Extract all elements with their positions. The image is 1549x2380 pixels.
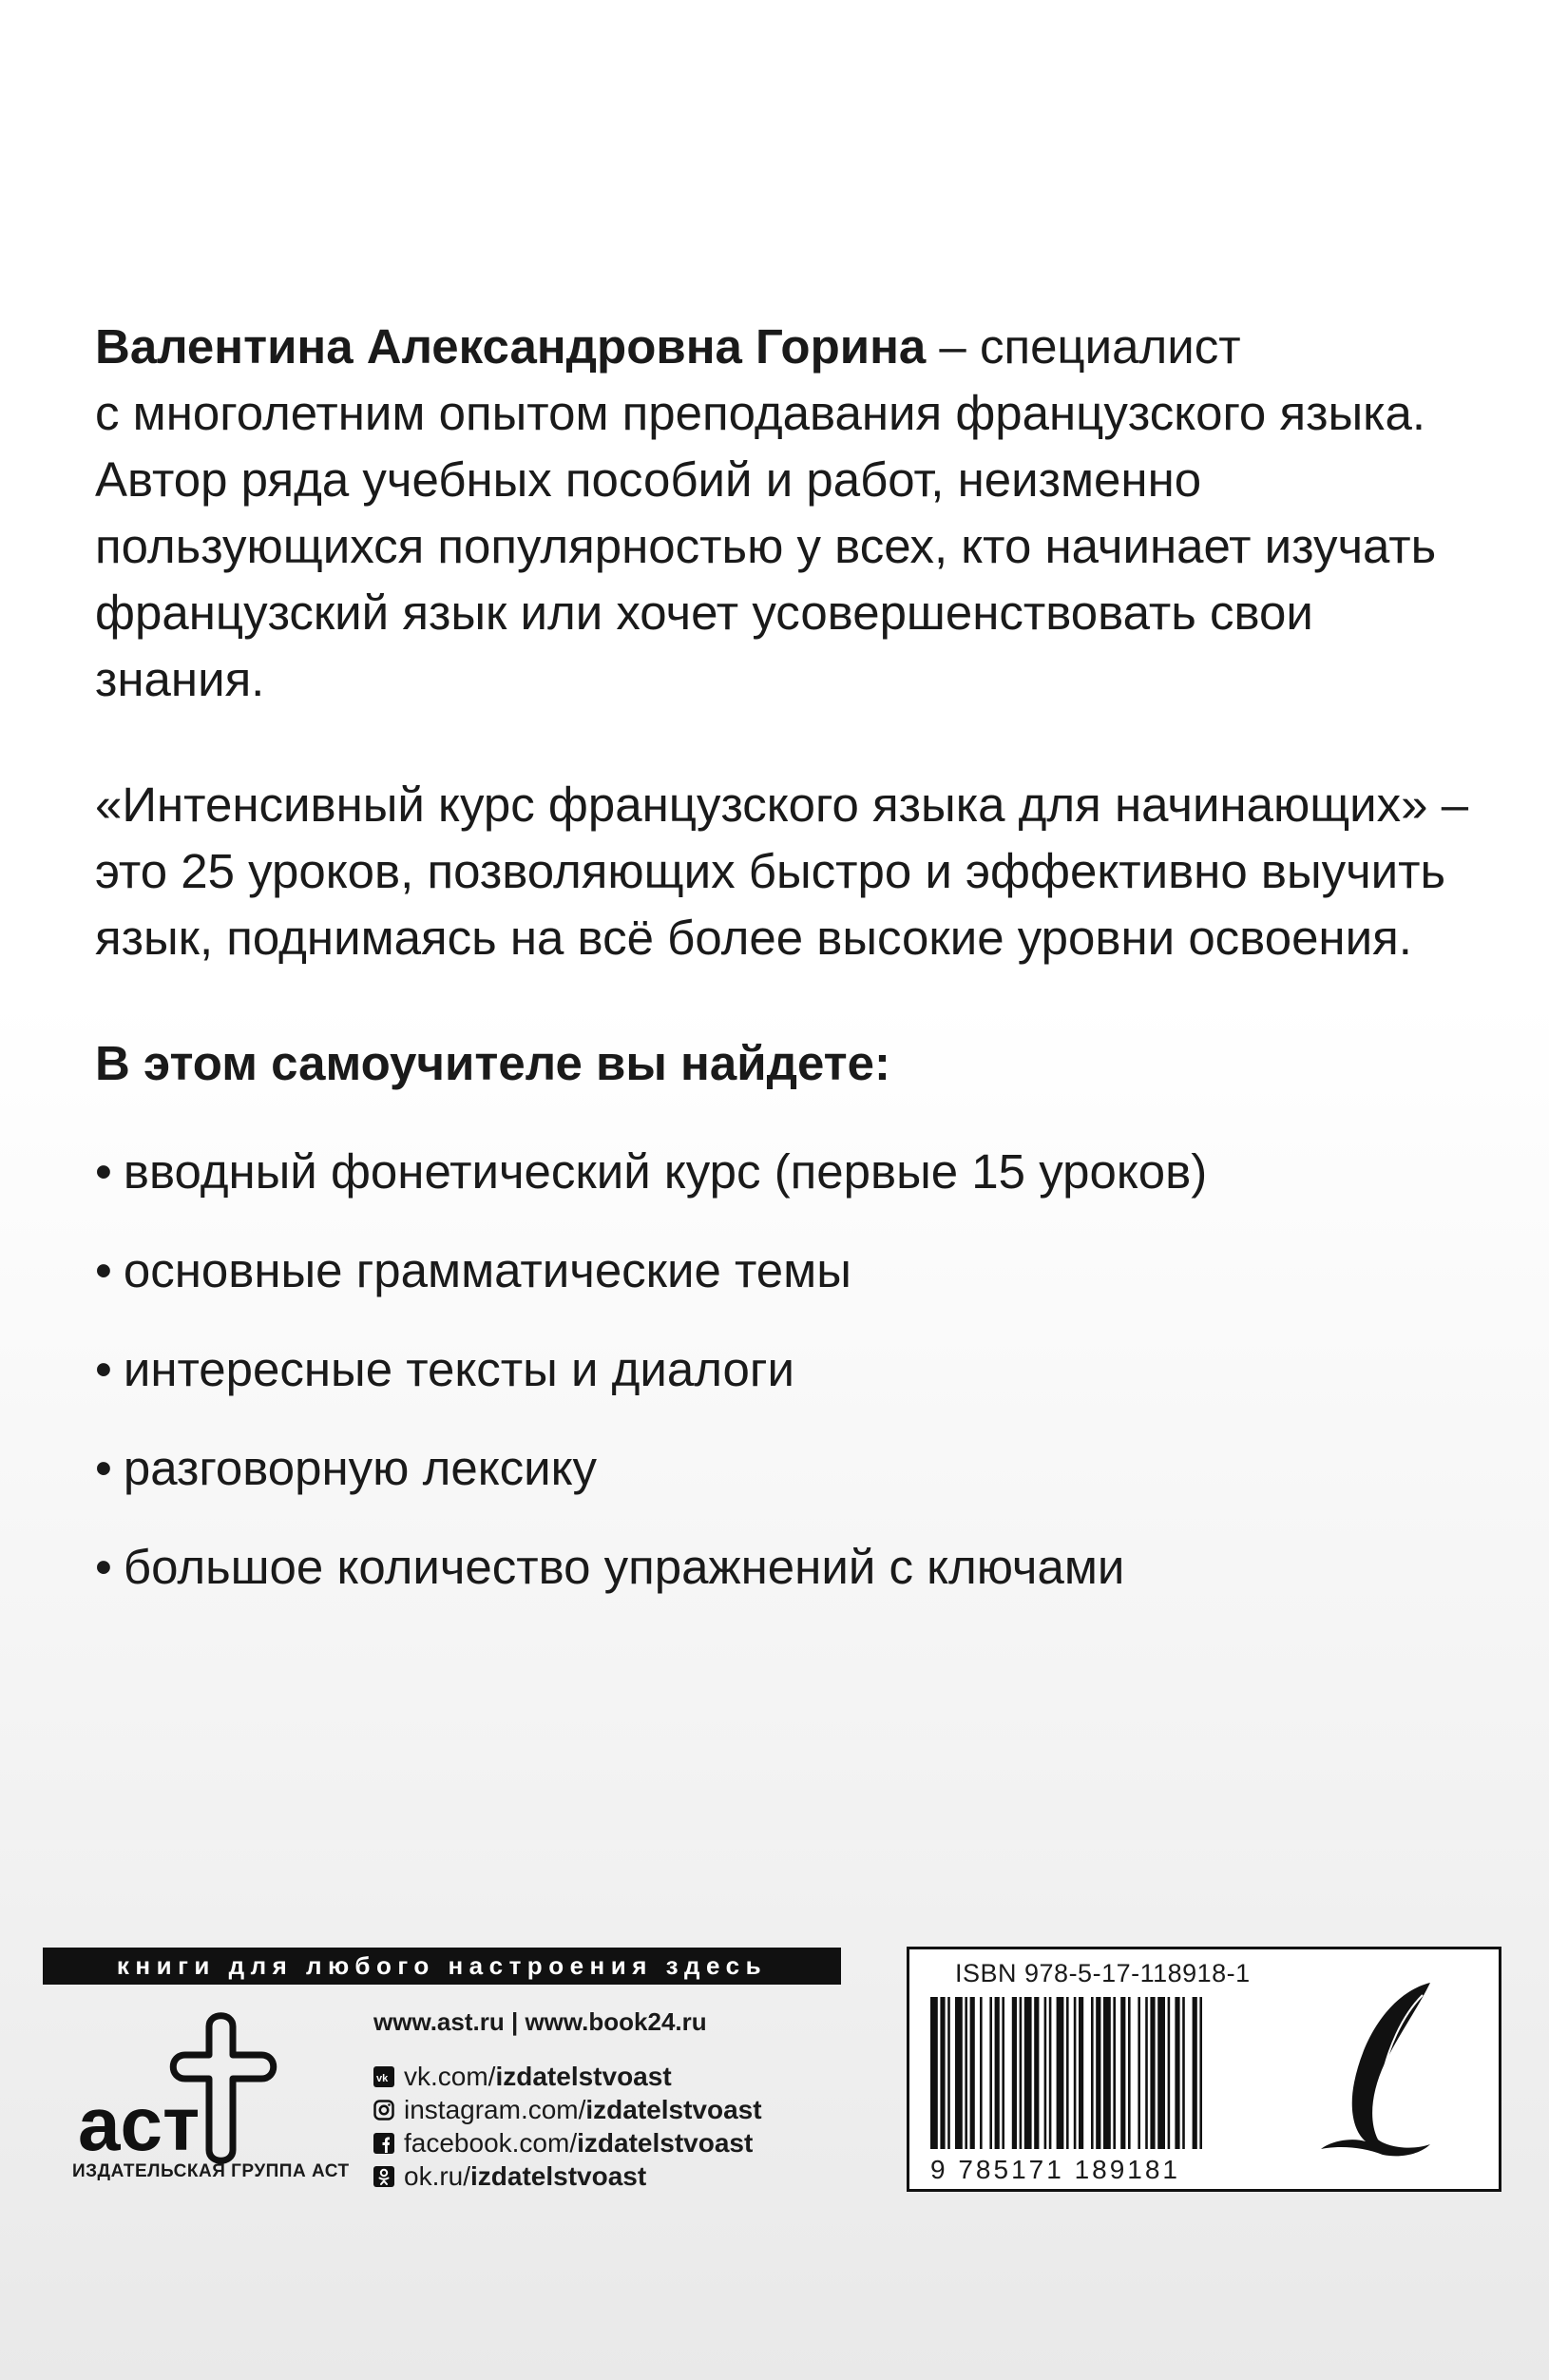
list-item: • вводный фонетический курс (первые 15 уроков) bbox=[95, 1144, 1208, 1199]
course-line: «Интенсивный курс французского языка для начинающих» – bbox=[95, 777, 1469, 832]
list-item: • большое количество упражнений с ключами bbox=[95, 1540, 1125, 1594]
barcode-digits: 9 785171 189181 bbox=[930, 2155, 1180, 2184]
vk-icon bbox=[373, 2066, 394, 2087]
bio-line: – специалист bbox=[926, 319, 1241, 374]
course-description bbox=[95, 772, 1482, 971]
list-item: • основные грамматические темы bbox=[95, 1243, 851, 1297]
author-bio bbox=[95, 314, 1482, 713]
bullet-icon: • bbox=[95, 1144, 112, 1199]
features-list bbox=[95, 1139, 1482, 1601]
quill-logo-icon bbox=[1297, 1978, 1459, 2159]
bullet-icon: • bbox=[95, 1243, 112, 1297]
svg-text:vk: vk bbox=[376, 2072, 389, 2084]
social-link-facebook[interactable]: facebook.com/ izdatelstvoast bbox=[373, 2126, 762, 2159]
odnoklassniki-icon bbox=[373, 2166, 394, 2187]
social-link-ok[interactable]: ok.ru/ izdatelstvoast bbox=[373, 2159, 762, 2193]
course-line: это 25 уроков, позволяющих быстро и эффективно выучить bbox=[95, 844, 1446, 898]
features-heading: В этом самоучителе вы найдете: bbox=[95, 1036, 890, 1090]
barcode bbox=[930, 1997, 1272, 2159]
bullet-icon: • bbox=[95, 1342, 112, 1396]
social-link-vk[interactable]: vk vk.com/ izdatelstvoast bbox=[373, 2060, 762, 2093]
list-item: • интересные тексты и диалоги bbox=[95, 1342, 795, 1396]
course-line: язык, поднимаясь на всё более высокие уровни освоения. bbox=[95, 911, 1412, 965]
tagline-bar: книги для любого настроения здесь bbox=[43, 1948, 841, 1985]
bio-line: с многолетним опытом преподавания французского языка. bbox=[95, 386, 1426, 440]
websites[interactable]: www.ast.ru | www.book24.ru bbox=[373, 2007, 707, 2036]
bio-line: Автор ряда учебных пособий и работ, неизменно bbox=[95, 452, 1202, 507]
bullet-icon: • bbox=[95, 1441, 112, 1495]
isbn-block bbox=[907, 1947, 1501, 2192]
logo-text: аст bbox=[78, 2082, 201, 2166]
facebook-icon bbox=[373, 2133, 394, 2154]
author-name: Валентина Александровна Горина bbox=[95, 319, 927, 374]
publisher-name: ИЗДАТЕЛЬСКАЯ ГРУППА АСТ bbox=[72, 2161, 350, 2181]
bio-line: пользующихся популярностью у всех, кто начинает изучать bbox=[95, 519, 1437, 573]
social-links bbox=[373, 2060, 762, 2193]
list-item: • разговорную лексику bbox=[95, 1441, 597, 1495]
main-text bbox=[95, 314, 1482, 1633]
bio-line: французский язык или хочет усовершенствовать свои знания. bbox=[95, 585, 1313, 706]
social-link-instagram[interactable]: instagram.com/ izdatelstvoast bbox=[373, 2093, 762, 2126]
bullet-icon: • bbox=[95, 1540, 112, 1594]
isbn-number: ISBN 978-5-17-118918-1 bbox=[955, 1959, 1251, 1987]
instagram-icon bbox=[373, 2100, 394, 2121]
